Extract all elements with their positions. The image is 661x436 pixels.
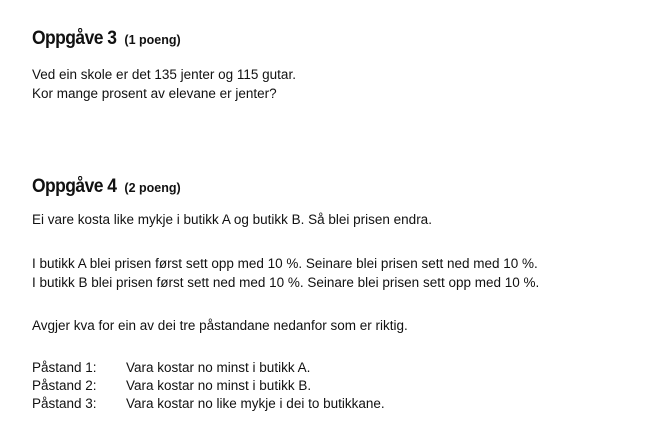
task-4-points: (2 poeng): [124, 181, 181, 195]
task-3-title: Oppgåve 3: [32, 28, 117, 49]
task-4-shop-description: [32, 254, 539, 292]
shop-a-line: I butikk A blei prisen først sett opp med 10 %. Seinare blei prisen sett ned med 10 %.: [32, 256, 538, 271]
claim-1: [32, 359, 385, 377]
task-3-heading: [32, 26, 642, 51]
task-3-line: Kor mange prosent av elevane er jenter?: [32, 86, 277, 101]
task-3-line: Ved ein skole er det 135 jenter og 115 gutar.: [32, 67, 296, 82]
claim-label: Påstand 2:: [32, 378, 97, 393]
claim-label: Påstand 3:: [32, 396, 97, 411]
exam-page: [32, 26, 642, 411]
claim-2: [32, 377, 385, 395]
claim-text: Vara kostar no minst i butikk A.: [126, 360, 311, 375]
task-4-question: Avgjer kva for ein av dei tre påstandane nedanfor som er riktig.: [32, 318, 408, 333]
shop-b-line: I butikk B blei prisen først sett ned med 10 %. Seinare blei prisen sett opp med 10 %.: [32, 275, 540, 290]
task-3-body: [32, 65, 642, 103]
task-3: [32, 26, 642, 103]
claim-text: Vara kostar no minst i butikk B.: [126, 378, 312, 393]
task-3-points: (1 poeng): [124, 33, 181, 47]
claim-text: Vara kostar no like mykje i dei to butikkane.: [126, 396, 385, 411]
claim-3: [32, 395, 385, 413]
task-4-intro: Ei vare kosta like mykje i butikk A og butikk B. Så blei prisen endra.: [32, 212, 432, 227]
task-4-title: Oppgåve 4: [32, 176, 117, 197]
claim-list: [32, 359, 385, 413]
task-4-heading: [32, 174, 181, 199]
claim-label: Påstand 1:: [32, 360, 97, 375]
